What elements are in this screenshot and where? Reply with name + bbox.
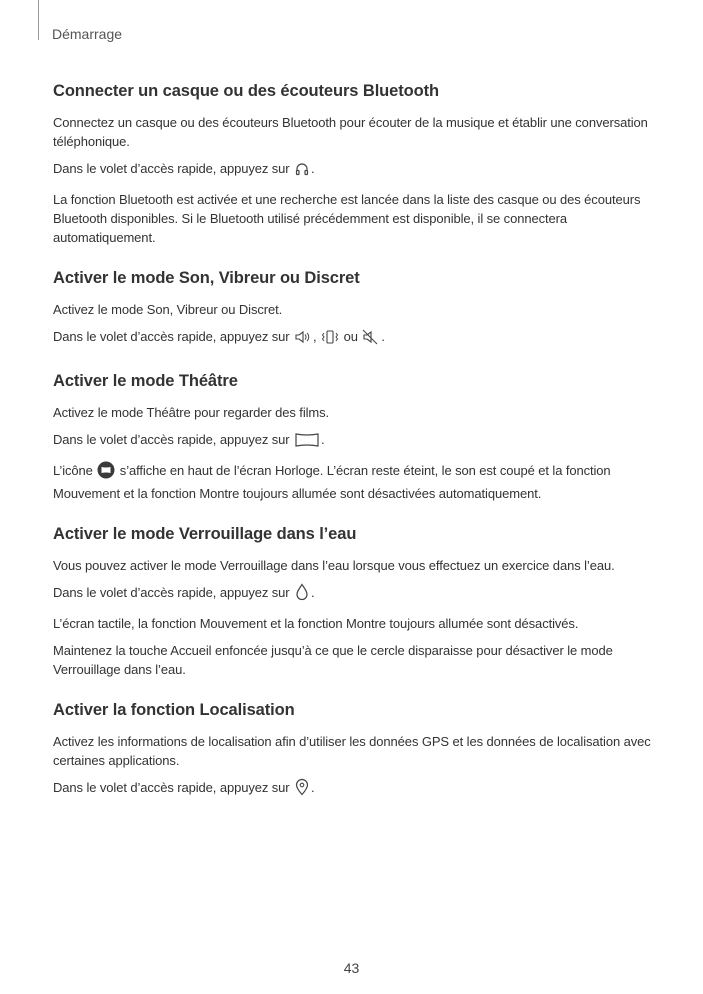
paragraph: Vous pouvez activer le mode Verrouillage dans l’eau lorsque vous effectuez un exercice dans l’eau.: [53, 558, 615, 573]
text: Dans le volet d’accès rapide, appuyez sur: [53, 780, 294, 795]
text: .: [311, 585, 315, 600]
section-bluetooth-headset: [53, 82, 653, 247]
paragraph: L’écran tactile, la fonction Mouvement et la fonction Montre toujours allumée sont désactivés.: [53, 616, 579, 631]
text: ,: [313, 329, 321, 344]
section-title: Activer le mode Verrouillage dans l’eau: [53, 525, 357, 543]
text: s’affiche en haut de l’écran Horloge. L’écran reste éteint, le son est coupé et la fonction Mouvement et la fonction Montre toujours allumée sont désactivées automatiquement.: [53, 463, 611, 501]
section-sound-mode: [53, 269, 653, 350]
paragraph: Maintenez la touche Accueil enfoncée jusqu’à ce que le cercle disparaisse pour désactiver le mode Verrouillage dans l’eau.: [53, 643, 613, 677]
text: Dans le volet d’accès rapide, appuyez sur: [53, 585, 294, 600]
section-title: Connecter un casque ou des écouteurs Bluetooth: [53, 82, 439, 100]
text: .: [311, 161, 315, 176]
headset-icon: [294, 161, 310, 182]
paragraph: La fonction Bluetooth est activée et une recherche est lancée dans la liste des casque ou des écouteurs Bluetooth disponibles. Si le Bluetooth utilisé précédemment est disponible, il se connectera automatiquement.: [53, 192, 641, 245]
theatre-mode-icon: [294, 432, 320, 453]
section-theatre-mode: [53, 372, 653, 503]
paragraph: Activez le mode Théâtre pour regarder des films.: [53, 405, 330, 420]
vibrate-icon: [321, 329, 339, 350]
mute-icon: [362, 329, 380, 350]
text: Dans le volet d’accès rapide, appuyez sur: [53, 161, 294, 176]
theatre-status-icon: [97, 461, 115, 484]
section-title: Activer le mode Théâtre: [53, 372, 238, 390]
text: ou: [340, 329, 362, 344]
instruction-paragraph: [53, 430, 653, 453]
section-title: Activer la fonction Localisation: [53, 701, 295, 719]
section-title: Activer le mode Son, Vibreur ou Discret: [53, 269, 360, 287]
paragraph: Activez les informations de localisation afin d’utiliser les données GPS et les données de localisation avec certaines applications.: [53, 734, 651, 768]
location-icon: [294, 778, 310, 801]
instruction-paragraph: [53, 159, 653, 182]
text: Dans le volet d’accès rapide, appuyez sur: [53, 329, 294, 344]
page-header: Démarrage: [52, 26, 123, 42]
water-drop-icon: [294, 583, 310, 606]
instruction-paragraph: [53, 778, 653, 801]
paragraph: Connectez un casque ou des écouteurs Bluetooth pour écouter de la musique et établir une conversation téléphonique.: [53, 115, 648, 149]
page-number: 43: [343, 960, 360, 976]
sound-icon: [294, 329, 312, 350]
text: Dans le volet d’accès rapide, appuyez sur: [53, 432, 294, 447]
instruction-paragraph: [53, 327, 653, 350]
header-rule: [38, 0, 39, 40]
text: L’icône: [53, 463, 97, 478]
section-water-lock: [53, 525, 653, 679]
section-location: [53, 701, 653, 801]
paragraph: [53, 461, 653, 503]
text: .: [311, 780, 315, 795]
page-content: [53, 82, 653, 823]
paragraph: Activez le mode Son, Vibreur ou Discret.: [53, 302, 283, 317]
text: .: [381, 329, 385, 344]
text: .: [321, 432, 325, 447]
instruction-paragraph: [53, 583, 653, 606]
